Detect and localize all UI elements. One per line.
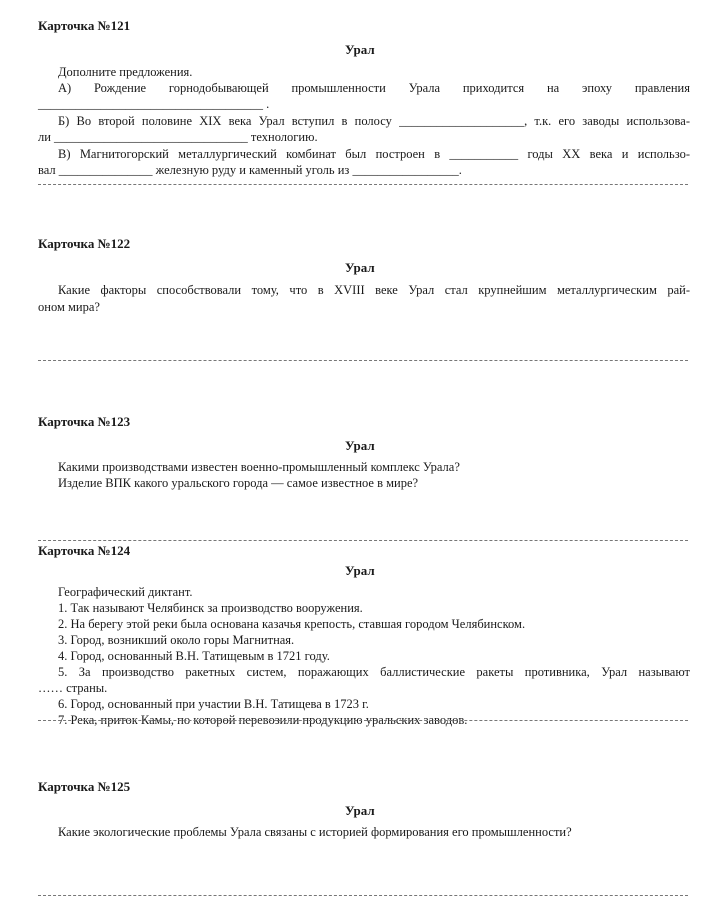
card-title: Карточка №124 — [38, 543, 131, 558]
card-line: 6. Город, основанный при участии В.Н. Татищева в 1723 г. — [58, 697, 369, 711]
card-line: вал _______________ железную руду и каменный уголь из _________________. — [38, 163, 462, 177]
card-line: 2. На берегу этой реки была основана казачья крепость, ставшая городом Челябинском. — [58, 617, 526, 631]
card-line: …… страны. — [38, 681, 108, 695]
card-line: ____________________________________ . — [38, 97, 270, 111]
card-title: Карточка №121 — [38, 18, 131, 33]
card-line: 7. Река, приток Камы, по которой перевозили продукцию уральских заводов. — [58, 713, 468, 727]
card-heading: Урал — [345, 42, 375, 57]
card-line: А) Рождение горнодобывающей промышленности Урала приходится на эпоху правления — [58, 81, 690, 95]
card-title: Карточка №122 — [38, 236, 131, 251]
card-line: 4. Город, основанный В.Н. Татищевым в 1721 году. — [58, 649, 330, 663]
card-line: 3. Город, возникший около горы Магнитная. — [58, 633, 295, 647]
card-title: Карточка №123 — [38, 414, 131, 429]
card-line: Изделие ВПК какого уральского города — самое известное в мире? — [58, 476, 419, 490]
card-title: Карточка №125 — [38, 779, 131, 794]
card-separator — [38, 540, 688, 541]
card-heading: Урал — [345, 260, 375, 275]
card-line: 1. Так называют Челябинск за производство вооружения. — [58, 601, 363, 615]
card-separator — [38, 720, 688, 721]
card-separator — [38, 360, 688, 361]
card-line: Какими производствами известен военно-промышленный комплекс Урала? — [58, 460, 460, 474]
card-line: Географический диктант. — [58, 585, 193, 599]
card-line: оном мира? — [38, 300, 100, 314]
card-line: Какие факторы способствовали тому, что в XVIII веке Урал стал крупнейшим металлургическим рай- — [58, 283, 690, 297]
card-heading: Урал — [345, 438, 375, 453]
card-line: Какие экологические проблемы Урала связаны с историей формирования его промышленности? — [58, 825, 572, 839]
card-separator — [38, 895, 688, 896]
card-line: В) Магнитогорский металлургический комбинат был построен в ___________ годы XX века и использо- — [58, 147, 690, 161]
card-line: ли _______________________________ технологию. — [38, 130, 318, 144]
card-line: 5. За производство ракетных систем, поражающих баллистические ракеты противника, Урал называют — [58, 665, 690, 679]
card-separator — [38, 184, 688, 185]
card-line: Дополните предложения. — [58, 65, 193, 79]
card-line: Б) Во второй половине XIX века Урал вступил в полосу ____________________, т.к. его заводы использова- — [58, 114, 690, 128]
card-heading: Урал — [345, 803, 375, 818]
card-heading: Урал — [345, 563, 375, 578]
